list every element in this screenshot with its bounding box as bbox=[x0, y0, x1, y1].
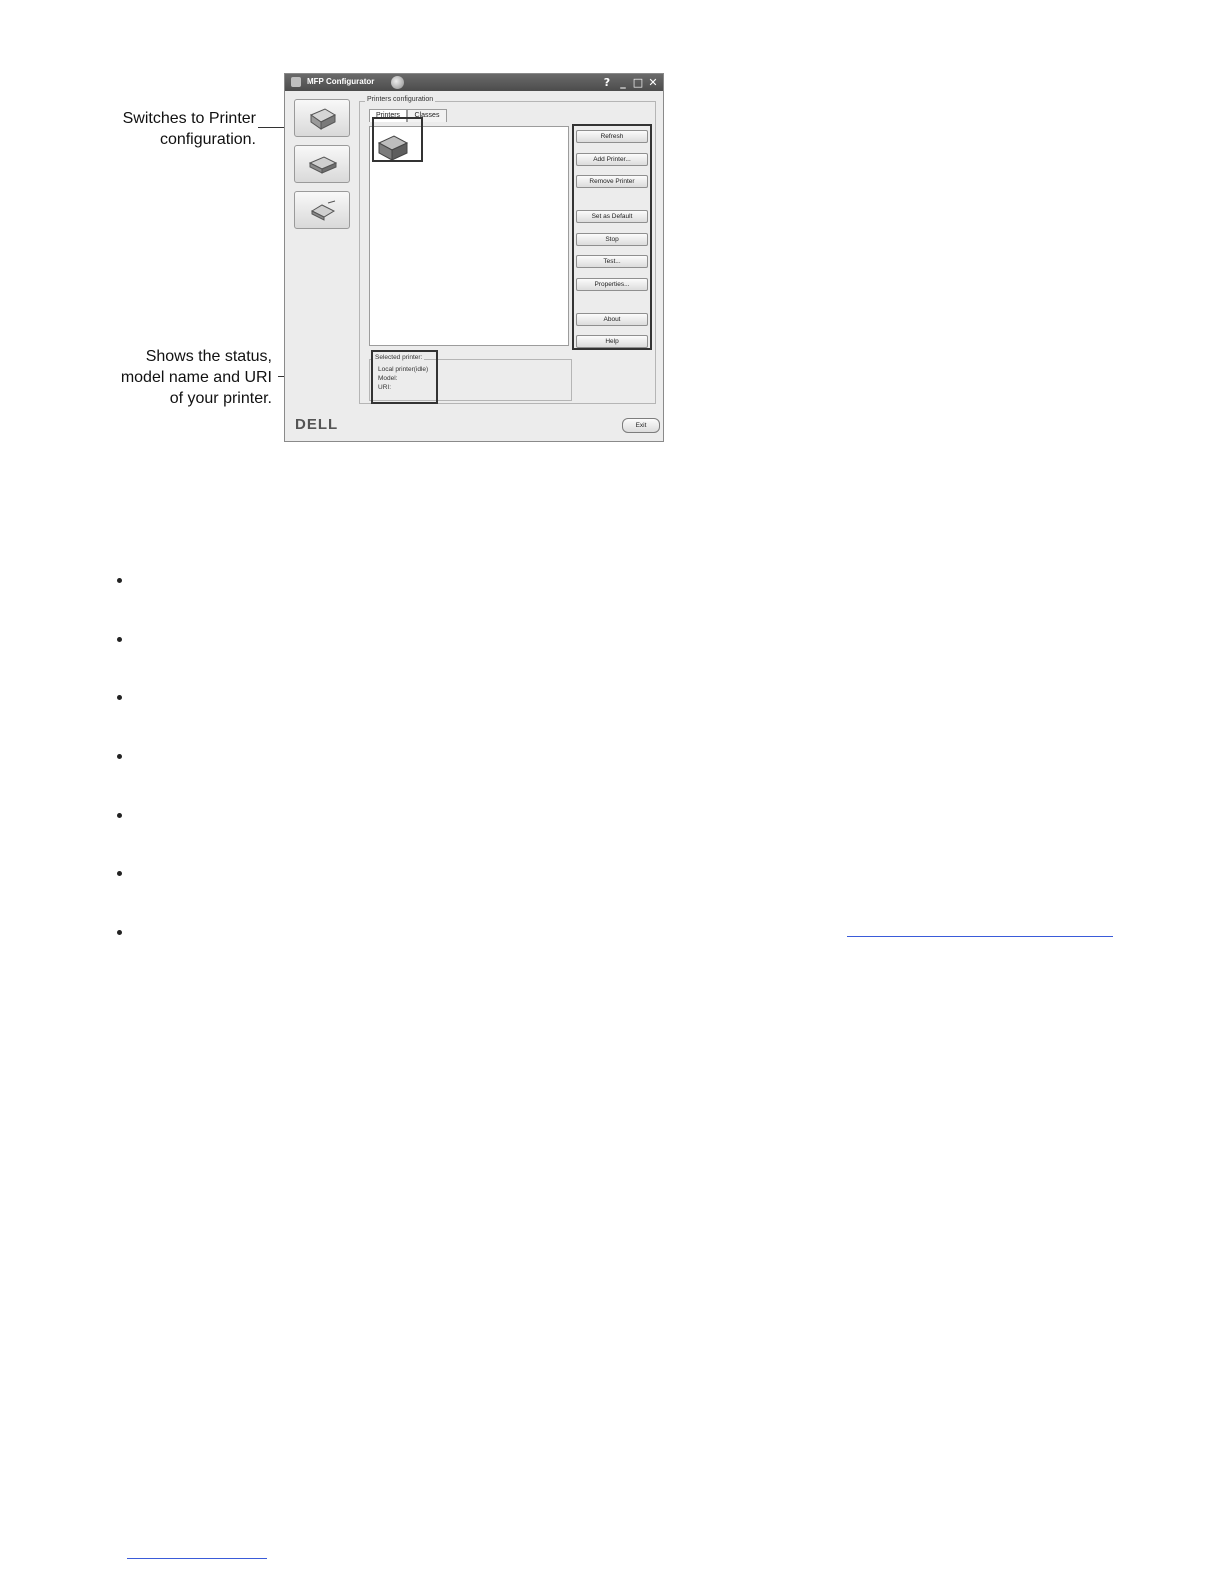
test-button[interactable]: Test... bbox=[576, 255, 648, 268]
remove-printer-button[interactable]: Remove Printer bbox=[576, 175, 648, 188]
callout-status bbox=[80, 346, 272, 409]
tab-classes[interactable]: Classes bbox=[407, 109, 447, 122]
callout-line: of your printer. bbox=[169, 390, 272, 407]
highlight-buttons bbox=[572, 124, 652, 350]
globe-icon bbox=[391, 76, 404, 89]
app-icon bbox=[291, 77, 301, 87]
printer-uri-text: URI: bbox=[378, 384, 391, 391]
about-button[interactable]: About bbox=[576, 313, 648, 326]
refresh-button[interactable]: Refresh bbox=[576, 130, 648, 143]
printer-status-text: Local printer(idle) bbox=[378, 366, 429, 373]
callout-line: model name and URI bbox=[120, 369, 272, 386]
titlebar bbox=[285, 74, 663, 91]
highlight-printer-icon bbox=[372, 117, 423, 162]
scanner-icon bbox=[308, 153, 338, 177]
exit-button[interactable]: Exit bbox=[622, 418, 660, 433]
group-label: Printers configuration bbox=[367, 96, 434, 103]
hyperlink[interactable] bbox=[127, 1558, 267, 1559]
callout-line: Switches to Printer bbox=[122, 110, 256, 127]
bullet bbox=[117, 930, 122, 935]
bullet bbox=[117, 578, 122, 583]
help-button[interactable]: Help bbox=[576, 335, 648, 348]
callout-printer-config bbox=[80, 108, 256, 150]
callout-line: configuration. bbox=[159, 131, 256, 148]
tab-printers[interactable]: Printers bbox=[369, 109, 407, 122]
selected-printer-label: Selected printer: bbox=[375, 354, 423, 361]
close-icon[interactable]: ✕ bbox=[648, 76, 658, 89]
set-default-button[interactable]: Set as Default bbox=[576, 210, 648, 223]
properties-button[interactable]: Properties... bbox=[576, 278, 648, 291]
help-icon[interactable]: ? bbox=[603, 76, 611, 89]
printers-config-button[interactable] bbox=[294, 99, 350, 137]
minimize-icon[interactable]: _ bbox=[620, 76, 626, 89]
bullet bbox=[117, 813, 122, 818]
maximize-icon[interactable]: □ bbox=[632, 76, 644, 89]
port-icon bbox=[308, 199, 338, 223]
printer-model-text: Model: bbox=[378, 375, 398, 382]
callout-line: Shows the status, bbox=[145, 348, 272, 365]
bullet bbox=[117, 695, 122, 700]
highlight-selected-printer bbox=[371, 350, 438, 404]
dell-logo: DELL bbox=[295, 416, 339, 433]
stop-button[interactable]: Stop bbox=[576, 233, 648, 246]
scanners-config-button[interactable] bbox=[294, 145, 350, 183]
bullet bbox=[117, 871, 122, 876]
bullet bbox=[117, 754, 122, 759]
ports-config-button[interactable] bbox=[294, 191, 350, 229]
add-printer-button[interactable]: Add Printer... bbox=[576, 153, 648, 166]
window-title: MFP Configurator bbox=[307, 77, 375, 86]
mfp-configurator-window bbox=[284, 73, 664, 442]
hyperlink[interactable] bbox=[847, 936, 1113, 937]
printer-icon bbox=[308, 107, 338, 131]
bullet bbox=[117, 637, 122, 642]
